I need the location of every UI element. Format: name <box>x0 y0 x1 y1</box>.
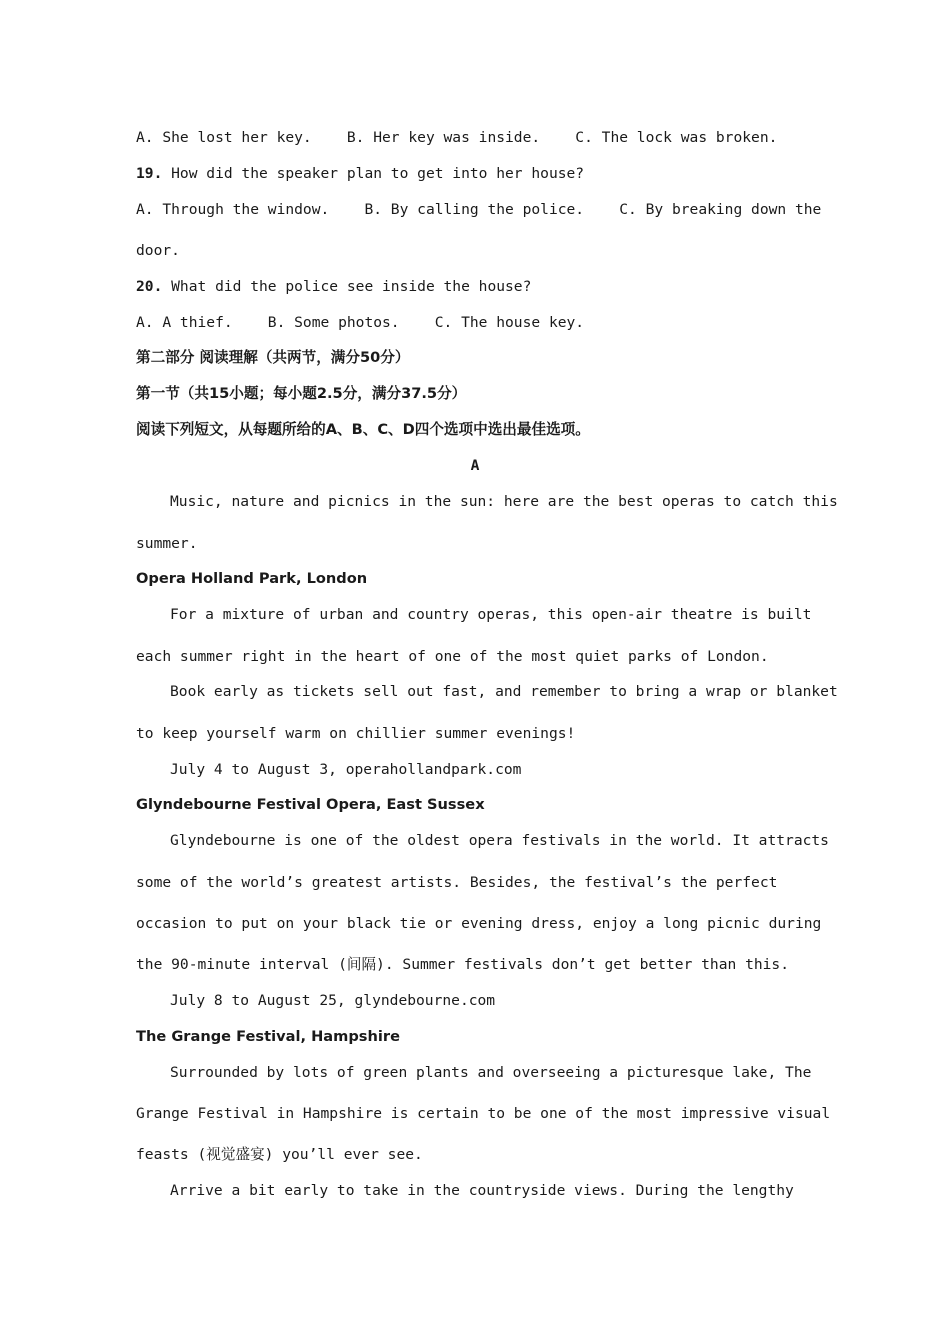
passage-label: A <box>470 457 480 474</box>
question-19-number: 19. <box>136 165 163 182</box>
q19-options-line-1: A. Through the window. B. By calling the police. C. By breaking down the <box>136 201 822 218</box>
intro-line-2: summer. <box>136 535 198 552</box>
q18-options: A. She lost her key. B. Her key was inside. C. The lock was broken. <box>136 129 778 146</box>
holland-p1-line-2: each summer right in the heart of one of the most quiet parks of London. <box>136 648 769 665</box>
glyndebourne-dates: July 8 to August 25, glyndebourne.com <box>170 992 496 1009</box>
question-19-text: How did the speaker plan to get into her house? <box>162 165 585 182</box>
glyndebourne-p1-line-3: occasion to put on your black tie or evening dress, enjoy a long picnic during <box>136 915 822 932</box>
holland-p2-line-1: Book early as tickets sell out fast, and remember to bring a wrap or blanket <box>170 683 838 700</box>
holland-p1-line-1: For a mixture of urban and country operas, this open-air theatre is built <box>170 606 812 623</box>
holland-title: Opera Holland Park, London <box>136 570 368 587</box>
question-20-number: 20. <box>136 278 163 295</box>
q19-options-line-2: door. <box>136 242 180 259</box>
grange-title: The Grange Festival, Hampshire <box>136 1028 400 1045</box>
question-20-text: What did the police see inside the house? <box>162 278 532 295</box>
holland-dates: July 4 to August 3, operahollandpark.com <box>170 761 522 778</box>
glyndebourne-p1-line-2: some of the world’s greatest artists. Besides, the festival’s the perfect <box>136 874 778 891</box>
part2-heading: 第二部分 阅读理解（共两节，满分50分） <box>136 349 410 366</box>
holland-p2-line-2: to keep yourself warm on chillier summer evenings! <box>136 725 576 742</box>
section1-heading: 第一节（共15小题；每小题2.5分，满分37.5分） <box>136 385 467 402</box>
intro-line-1: Music, nature and picnics in the sun: here are the best operas to catch this <box>170 493 838 510</box>
grange-p1-line-1: Surrounded by lots of green plants and overseeing a picturesque lake, The <box>170 1064 812 1081</box>
grange-p1-line-2: Grange Festival in Hampshire is certain to be one of the most impressive visual <box>136 1105 831 1122</box>
glyndebourne-p1-line-4: the 90-minute interval (间隔). Summer festivals don’t get better than this. <box>136 956 790 973</box>
grange-p2-line-1: Arrive a bit early to take in the countryside views. During the lengthy <box>170 1182 794 1199</box>
question-19 <box>136 164 816 184</box>
grange-p1-line-3: feasts (视觉盛宴) you’ll ever see. <box>136 1146 423 1163</box>
instructions: 阅读下列短文，从每题所给的A、B、C、D四个选项中选出最佳选项。 <box>136 421 590 438</box>
question-20 <box>136 277 816 297</box>
glyndebourne-p1-line-1: Glyndebourne is one of the oldest opera festivals in the world. It attracts <box>170 832 829 849</box>
q20-options: A. A thief. B. Some photos. C. The house key. <box>136 314 585 331</box>
glyndebourne-title: Glyndebourne Festival Opera, East Sussex <box>136 796 485 813</box>
